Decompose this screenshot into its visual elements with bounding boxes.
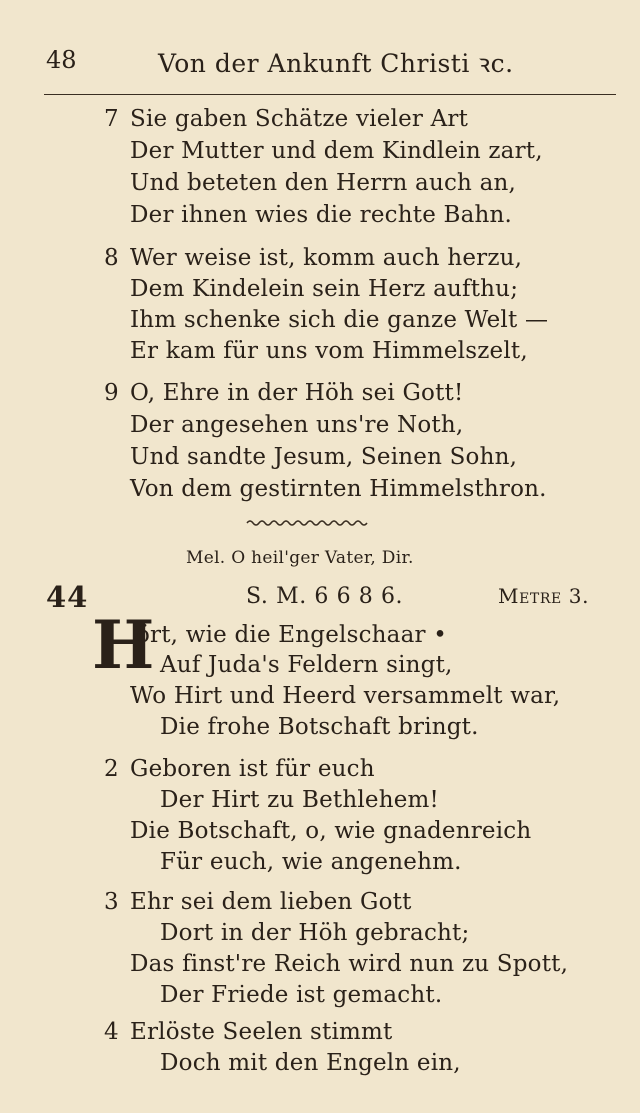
page-header [0,46,640,86]
verse-line: Von dem gestirnten Himmelsthron. [130,476,547,502]
stanza-number: 8 [104,245,119,271]
melody-indication: Mel. O heil'ger Vater, Dir. [186,548,414,568]
header-rule [44,94,616,95]
verse-line: Das finst're Reich wird nun zu Spott, [130,951,569,977]
hymn-number: 44 [46,580,89,614]
verse-line: Der Mutter und dem Kindlein zart, [130,138,543,164]
verse-line: Der angesehen uns're Noth, [130,412,464,438]
stanza-number: 7 [104,106,119,132]
stanza-number: 4 [104,1019,119,1045]
verse-line: Ihm schenke sich die ganze Welt — [130,307,549,333]
stanza-number: 3 [104,889,119,915]
verse-line: Und beteten den Herrn auch an, [130,170,517,196]
verse-line: Doch mit den Engeln ein, [160,1050,461,1076]
verse-line: Erlöste Seelen stimmt [130,1019,393,1045]
verse-line: Geboren ist für euch [130,756,375,782]
verse-line: Der Friede ist gemacht. [160,982,443,1008]
running-title: Von der Ankunft Christi ꝛc. [158,49,514,78]
wavy-divider-ornament [246,518,368,528]
verse-line: ört, wie die Engelschaar • [136,622,447,648]
verse-line: Die Botschaft, o, wie gnadenreich [130,818,532,844]
verse-line: Der ihnen wies die rechte Bahn. [130,202,513,228]
drop-cap-letter: H [92,606,155,684]
verse-line: Er kam für uns vom Himmelszelt, [130,338,528,364]
page-number: 48 [46,46,77,74]
verse-line: Dort in der Höh gebracht; [160,920,470,946]
verse-line: Für euch, wie angenehm. [160,849,462,875]
verse-line: Wer weise ist, komm auch herzu, [130,245,523,271]
verse-line: Die frohe Botschaft bringt. [160,714,479,740]
verse-line: Wo Hirt und Heerd versammelt war, [130,683,561,709]
verse-line: Sie gaben Schätze vieler Art [130,106,469,132]
stanza-number: 2 [104,756,119,782]
metre-label: Metre 3. [498,584,590,608]
verse-line: O, Ehre in der Höh sei Gott! [130,380,464,406]
verse-line: Der Hirt zu Bethlehem! [160,787,439,813]
verse-line: Auf Juda's Feldern singt, [160,652,453,678]
meter-indication: S. M. 6 6 8 6. [246,584,404,609]
verse-line: Ehr sei dem lieben Gott [130,889,412,915]
verse-line: Dem Kindelein sein Herz aufthu; [130,276,519,302]
stanza-number: 9 [104,380,119,406]
verse-line: Und sandte Jesum, Seinen Sohn, [130,444,518,470]
